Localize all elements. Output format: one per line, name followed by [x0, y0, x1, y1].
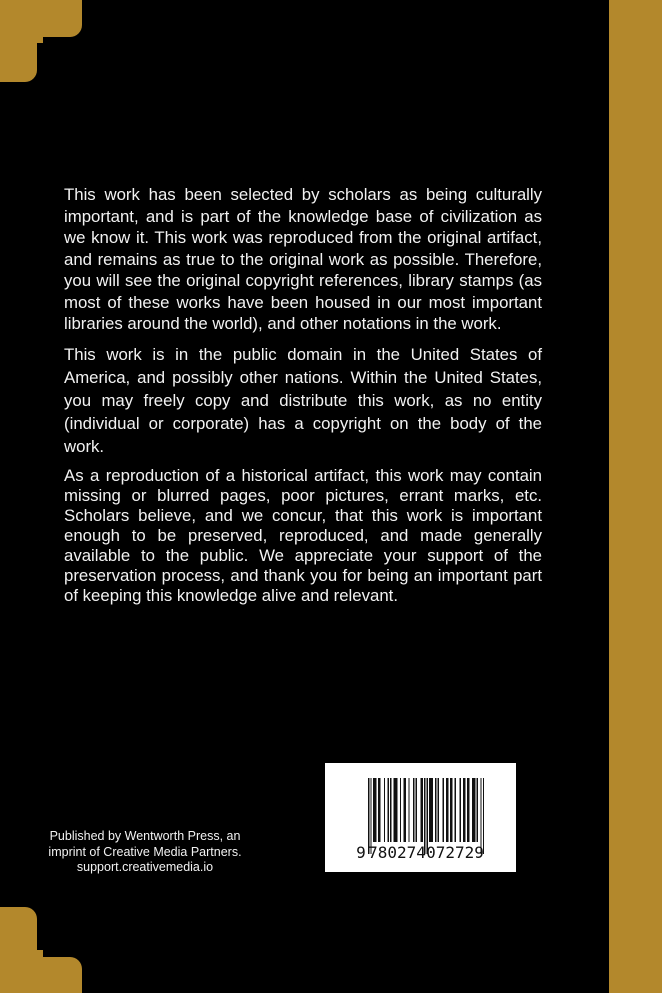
- paragraph-cultural-importance: [64, 184, 542, 335]
- spine-band: [609, 0, 662, 993]
- text-line: you will see the original copyright references, library stamps (as: [64, 271, 542, 290]
- text-line: missing or blurred pages, poor pictures, errant marks, etc.: [64, 486, 542, 505]
- barcode-panel: [325, 763, 516, 872]
- text-line: Scholars believe, and we concur, that this work is important: [64, 506, 542, 525]
- text-line: and remains as true to the original work as possible. Therefore,: [64, 249, 542, 269]
- paragraph-public-domain: [64, 343, 542, 458]
- barcode-digits-right: 072729: [426, 843, 484, 862]
- text-line: important, and is part of the knowledge base of civilization as: [64, 206, 542, 226]
- text-line: This work has been selected by scholars as being culturally: [64, 185, 542, 204]
- text-line: of keeping this knowledge alive and relevant.: [64, 586, 398, 605]
- text-line: libraries around the world), and other notations in the work.: [64, 314, 502, 333]
- publisher-info: [25, 829, 265, 876]
- text-line: we know it. This work was reproduced from the original artifact,: [64, 228, 542, 247]
- text-line: support.creativemedia.io: [76, 860, 214, 874]
- barcode-digit-lead: 9: [356, 843, 366, 862]
- text-line: enough to be preserved, reproduced, and made generally: [64, 526, 542, 545]
- text-line: available to the public. We appreciate your support of the: [64, 546, 542, 565]
- text-line: work.: [64, 437, 105, 456]
- text-line: This work is in the public domain in the United States of: [64, 345, 542, 364]
- text-line: imprint of Creative Media Partners.: [48, 844, 242, 859]
- corner-ornament-top-left-step: [0, 0, 43, 43]
- text-line: most of these works have been housed in our most important: [64, 292, 542, 312]
- barcode-digits-left: 780274: [368, 843, 426, 862]
- barcode-svg: [325, 763, 516, 872]
- text-line: Published by Wentworth Press, an: [49, 829, 241, 843]
- corner-ornament-bottom-left-step: [0, 950, 43, 993]
- paragraph-reproduction-note: [64, 466, 542, 606]
- text-line: As a reproduction of a historical artifact, this work may contain: [64, 466, 542, 485]
- text-line: (individual or corporate) has a copyright on the body of the: [64, 414, 542, 433]
- text-line: America, and possibly other nations. Within the United States,: [64, 368, 542, 387]
- text-line: you may freely copy and distribute this work, as no entity: [64, 391, 542, 410]
- text-line: preservation process, and thank you for being an important part: [64, 566, 542, 585]
